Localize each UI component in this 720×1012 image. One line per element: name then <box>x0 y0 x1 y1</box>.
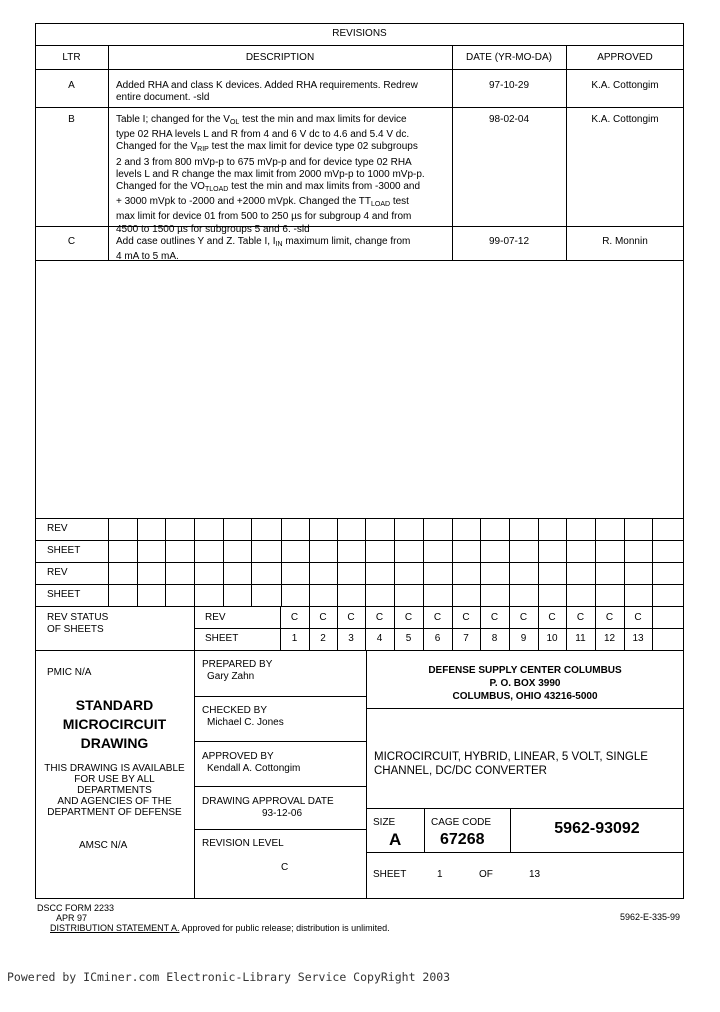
rev-a-approved: K.A. Cottongim <box>591 80 659 91</box>
grid-column-line <box>251 518 252 606</box>
prepared-by-name: Gary Zahn <box>207 671 255 682</box>
microcircuit-title: MICROCIRCUIT <box>62 716 167 732</box>
status-label-sheet-2: SHEET <box>47 589 81 600</box>
rev-status-column-line <box>652 606 653 650</box>
grid-column-line <box>538 518 539 606</box>
rev-status-rev-9: C <box>519 612 528 623</box>
rev-b-description: Table I; changed for the $V_{OL}$ test the min and max limits for device type 02 RHA levels L and R from 4 and 6 V dc to 4.6 and 5.4 V dc. Changed for the $V_{RIP}$ test the max limit for device type 02 subgroups 2 and 3 from 800 mVp-p to 675 mVp-p and for device type 02 RHA levels L and R change the max limit from 2000 mVp-p to 1000 mVp-p. Changed for the $VO_{TLOAD}$ test the min and max limits from -3000 and + 3000 mVpk to -2000 and +2000 mVpk. Changed the $TT_{LOAD}$ test max limit for device 01 from 500 to 250 µs for subgroup 4 and from 4500 to 1500 µs for subgroups 5 and 6. -sld <box>116 114 425 235</box>
rev-status-label-1: REV STATUS <box>47 612 109 623</box>
rev-status-sheet-1: 1 <box>291 633 298 644</box>
rev-status-rev-12: C <box>605 612 614 623</box>
sheet-number: 1 <box>437 869 443 880</box>
size-value: A <box>389 830 402 849</box>
status-label-rev-2: REV <box>47 567 68 578</box>
checked-by-label: CHECKED BY <box>202 705 268 716</box>
distribution-statement-text: Approved for public release; distribution is unlimited. <box>179 923 390 933</box>
grid-column-line <box>566 518 567 606</box>
rev-b-ltr: B <box>68 114 75 125</box>
availability-line-2: FOR USE BY ALL <box>74 774 155 785</box>
rev-status-rev-1: C <box>290 612 299 623</box>
drawing-title-line-2: CHANNEL, DC/DC CONVERTER <box>374 765 547 777</box>
cage-code-label: CAGE CODE <box>431 817 492 828</box>
agency-name: DEFENSE SUPPLY CENTER COLUMBUS <box>428 665 622 676</box>
rev-a-date: 97-10-29 <box>488 80 530 91</box>
approval-date-label: DRAWING APPROVAL DATE <box>202 796 334 807</box>
grid-column-line <box>165 518 166 606</box>
grid-column-line <box>652 518 653 606</box>
rev-c-ltr: C <box>67 236 76 247</box>
distribution-statement <box>50 923 390 934</box>
grid-column-line <box>281 518 282 606</box>
agency-city: COLUMBUS, OHIO 43216-5000 <box>452 691 598 702</box>
rev-status-sheet-8: 8 <box>491 633 498 644</box>
rev-status-sheet-10: 10 <box>546 633 558 644</box>
pmic-label: PMIC N/A <box>47 667 92 678</box>
revision-level-value: C <box>281 862 289 873</box>
header-date: DATE (YR-MO-DA) <box>466 52 552 63</box>
rev-status-rev-11: C <box>576 612 585 623</box>
standard-title: STANDARD <box>75 697 154 713</box>
revision-level-label: REVISION LEVEL <box>202 838 284 849</box>
rev-status-rev-3: C <box>347 612 355 623</box>
cage-code-value: 67268 <box>440 831 485 848</box>
distribution-statement-label: DISTRIBUTION STATEMENT A. <box>50 923 180 933</box>
rev-status-sheet-4: 4 <box>376 633 383 644</box>
drawing-number: 5962-93092 <box>554 820 640 837</box>
rev-c-date: 99-07-12 <box>488 236 530 247</box>
form-number: DSCC FORM 2233 <box>37 903 115 913</box>
grid-column-line <box>480 518 481 606</box>
amsc-label: AMSC N/A <box>79 840 128 851</box>
rev-a-desc-line1: Added RHA and class K devices. Added RHA requirements. Redrew <box>116 80 418 91</box>
grid-column-line <box>624 518 625 606</box>
header-description: DESCRIPTION <box>245 52 315 63</box>
header-ltr: LTR <box>62 52 81 63</box>
size-label: SIZE <box>373 817 396 828</box>
rev-status-sheet-6: 6 <box>434 633 441 644</box>
agency-po-box: P. O. BOX 3990 <box>489 678 561 689</box>
rev-b-approved: K.A. Cottongim <box>591 114 659 125</box>
rev-status-sheet-12: 12 <box>603 633 616 644</box>
rev-status-rev-6: C <box>433 612 442 623</box>
rev-a-ltr: A <box>68 80 75 91</box>
approved-by-name: Kendall A. Cottongim <box>207 763 301 774</box>
rev-status-sheet-13: 13 <box>632 633 644 644</box>
rev-status-sheet-5: 5 <box>405 633 412 644</box>
grid-column-line <box>194 518 195 606</box>
rev-status-sheet-9: 9 <box>520 633 527 644</box>
revisions-title: REVISIONS <box>332 28 387 39</box>
sheet-label: SHEET <box>373 869 407 880</box>
availability-line-4: AND AGENCIES OF THE <box>57 796 172 807</box>
approval-date-value: 93-12-06 <box>262 808 303 819</box>
rev-status-sheet-11: 11 <box>575 633 586 644</box>
grid-column-line <box>394 518 395 606</box>
rev-status-rev-13: C <box>634 612 642 623</box>
grid-column-line <box>509 518 510 606</box>
rev-c-description: Add case outlines Y and Z. Table I, $I_{IN}$ maximum limit, change from 4 mA to 5 mA. <box>116 236 411 263</box>
availability-line-3: DEPARTMENTS <box>77 785 152 796</box>
grid-column-line <box>423 518 424 606</box>
rev-status-rev-4: C <box>375 612 384 623</box>
rev-c-approved: R. Monnin <box>602 236 648 247</box>
rev-status-rev-5: C <box>404 612 413 623</box>
rev-status-rev-8: C <box>490 612 499 623</box>
approved-by-label: APPROVED BY <box>202 751 274 762</box>
document-id: 5962-E-335-99 <box>620 912 681 922</box>
rev-status-sheet-2: 2 <box>320 633 326 644</box>
grid-column-line <box>595 518 596 606</box>
availability-line-1: THIS DRAWING IS AVAILABLE <box>44 763 185 774</box>
grid-column-line <box>137 518 138 606</box>
drawing-title-line-1: MICROCIRCUIT, HYBRID, LINEAR, 5 VOLT, SINGLE <box>374 751 648 763</box>
of-label: OF <box>479 869 493 880</box>
rev-status-sheet-3: 3 <box>348 633 354 644</box>
rev-status-rev-10: C <box>548 612 556 623</box>
grid-column-line <box>365 518 366 606</box>
sheet-total: 13 <box>529 869 541 880</box>
form-date: APR 97 <box>56 913 88 923</box>
footer-copyright: Powered by ICminer.com Electronic-Library Service CopyRight 2003 <box>7 970 451 984</box>
prepared-by-label: PREPARED BY <box>202 659 273 670</box>
grid-column-line <box>452 518 453 606</box>
rev-status-rev-label: REV <box>205 612 226 623</box>
checked-by-name: Michael C. Jones <box>207 717 284 728</box>
availability-line-5: DEPARTMENT OF DEFENSE <box>47 807 182 818</box>
grid-column-line <box>223 518 224 606</box>
status-label-rev-1: REV <box>47 523 68 534</box>
rev-status-rev-2: C <box>319 612 327 623</box>
header-approved: APPROVED <box>597 52 653 63</box>
status-label-sheet-1: SHEET <box>47 545 81 556</box>
rev-status-sheet-label: SHEET <box>205 633 239 644</box>
rev-status-rev-7: C <box>462 612 470 623</box>
drawing-title: DRAWING <box>80 735 149 751</box>
rev-a-desc-line2: entire document. -sld <box>116 92 210 103</box>
grid-column-line <box>337 518 338 606</box>
rev-status-label-2: OF SHEETS <box>47 624 104 635</box>
rev-status-sheet-7: 7 <box>463 633 469 644</box>
rev-b-date: 98-02-04 <box>488 114 530 125</box>
grid-column-line <box>309 518 310 606</box>
grid-column-line <box>108 518 109 606</box>
